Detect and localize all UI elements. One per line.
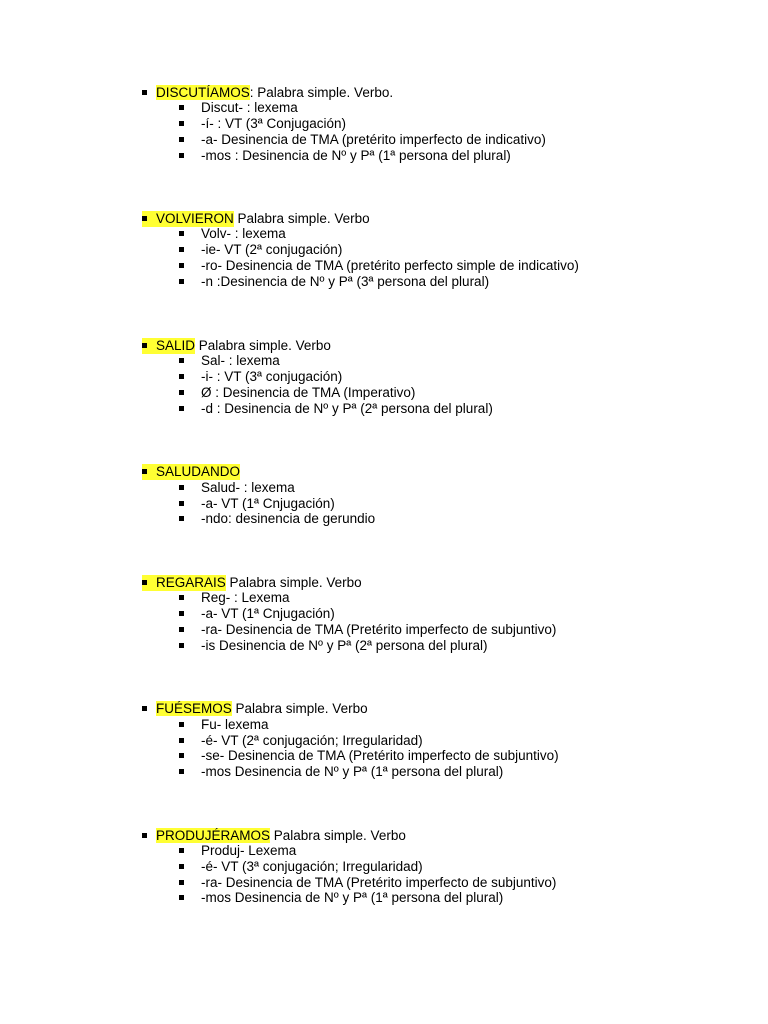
bullet-icon	[142, 469, 147, 474]
list-item-text: -ro- Desinencia de TMA (pretérito perfecto simple de indicativo)	[201, 258, 579, 273]
highlighted-word-wrap	[142, 575, 226, 591]
list-item	[179, 733, 423, 749]
list-item	[179, 606, 335, 622]
bullet-icon	[179, 595, 184, 600]
bullet-icon	[179, 374, 184, 379]
list-item	[179, 480, 295, 496]
bullet-icon	[179, 121, 184, 126]
list-item	[179, 369, 342, 385]
heading-description: Palabra simple. Verbo	[225, 575, 362, 590]
list-item-text: -é- VT (3ª conjugación; Irregularidad)	[201, 859, 423, 874]
list-item-text: Sal- : lexema	[201, 353, 280, 368]
list-item-text: -ra- Desinencia de TMA (Pretérito imperfecto de subjuntivo)	[201, 622, 557, 637]
list-item-text: -d : Desinencia de Nº y Pª (2ª persona del plural)	[201, 401, 493, 416]
bullet-icon	[179, 105, 184, 110]
list-item-text: -é- VT (2ª conjugación; Irregularidad)	[201, 733, 423, 748]
list-item	[179, 274, 489, 290]
bullet-icon	[179, 895, 184, 900]
entry-heading	[142, 211, 370, 227]
entry-heading	[142, 701, 368, 717]
bullet-icon	[179, 485, 184, 490]
list-item	[179, 859, 423, 875]
list-item-text: -a- VT (1ª Cnjugación)	[201, 606, 335, 621]
list-item	[179, 401, 493, 417]
list-item	[179, 590, 290, 606]
list-item	[179, 385, 415, 401]
bullet-icon	[179, 153, 184, 158]
list-item	[179, 511, 375, 527]
list-item-text: Fu- lexema	[201, 717, 269, 732]
list-item-text: Volv- : lexema	[201, 226, 286, 241]
entry-heading	[142, 464, 240, 480]
highlighted-word-wrap	[142, 464, 240, 480]
bullet-icon	[179, 247, 184, 252]
list-item	[179, 875, 556, 891]
list-item	[179, 890, 503, 906]
heading-description: Palabra simple. Verbo	[231, 701, 368, 716]
list-item	[179, 353, 280, 369]
heading-description: : Palabra simple. Verbo.	[249, 85, 394, 100]
bullet-icon	[142, 580, 147, 585]
list-item-text: Salud- : lexema	[201, 480, 295, 495]
highlighted-word-wrap	[142, 211, 234, 227]
bullet-icon	[179, 627, 184, 632]
list-item-text: -ie- VT (2ª conjugación)	[201, 242, 343, 257]
highlighted-word-wrap	[142, 338, 195, 354]
bullet-icon	[179, 848, 184, 853]
list-item	[179, 258, 579, 274]
list-item	[179, 622, 556, 638]
bullet-icon	[179, 501, 184, 506]
heading-description: Palabra simple. Verbo	[233, 211, 370, 226]
heading-description: Palabra simple. Verbo	[195, 338, 331, 353]
list-item-text: -i- : VT (3ª conjugación)	[201, 369, 343, 384]
highlighted-word: SALID	[156, 338, 196, 353]
list-item	[179, 748, 559, 764]
list-item-text: -í- : VT (3ª Conjugación)	[201, 116, 347, 131]
list-item-text: -a- Desinencia de TMA (pretérito imperfecto de indicativo)	[201, 132, 546, 147]
list-item-text: Ø : Desinencia de TMA (Imperativo)	[201, 385, 416, 400]
bullet-icon	[142, 833, 147, 838]
list-item-text: -mos Desinencia de Nº y Pª (1ª persona del plural)	[201, 764, 504, 779]
bullet-icon	[179, 358, 184, 363]
list-item-text: -mos : Desinencia de Nº y Pª (1ª persona del plural)	[201, 148, 511, 163]
bullet-icon	[142, 216, 147, 221]
list-item	[179, 717, 269, 733]
highlighted-word: DISCUTÍAMOS	[156, 85, 250, 100]
highlighted-word: SALUDANDO	[156, 464, 241, 479]
entry-heading	[142, 828, 406, 844]
list-item	[179, 116, 346, 132]
list-item-text: -is Desinencia de Nº y Pª (2ª persona del plural)	[201, 638, 488, 653]
list-item	[179, 496, 335, 512]
bullet-icon	[179, 231, 184, 236]
bullet-icon	[179, 279, 184, 284]
bullet-icon	[179, 880, 184, 885]
list-item-text: Discut- : lexema	[201, 100, 298, 115]
highlighted-word: REGARAIS	[156, 575, 226, 590]
list-item	[179, 242, 342, 258]
highlighted-word: VOLVIERON	[156, 211, 234, 226]
list-item-text: Produj- Lexema	[201, 843, 297, 858]
bullet-icon	[179, 769, 184, 774]
bullet-icon	[179, 390, 184, 395]
bullet-icon	[179, 753, 184, 758]
list-item	[179, 100, 298, 116]
heading-description: Palabra simple. Verbo	[270, 828, 406, 843]
bullet-icon	[179, 137, 184, 142]
bullet-icon	[179, 738, 184, 743]
list-item	[179, 638, 488, 654]
list-item	[179, 843, 296, 859]
list-item-text: -n :Desinencia de Nº y Pª (3ª persona del plural)	[201, 274, 490, 289]
list-item	[179, 226, 286, 242]
entry-heading	[142, 338, 331, 354]
list-item-text: Reg- : Lexema	[201, 590, 290, 605]
bullet-icon	[179, 864, 184, 869]
highlighted-word: FUÉSEMOS	[156, 701, 232, 716]
list-item	[179, 764, 503, 780]
list-item-text: -se- Desinencia de TMA (Pretérito imperfecto de subjuntivo)	[201, 748, 559, 763]
bullet-icon	[179, 263, 184, 268]
list-item	[179, 148, 511, 164]
bullet-icon	[142, 706, 147, 711]
bullet-icon	[179, 722, 184, 727]
bullet-icon	[179, 643, 184, 648]
bullet-icon	[142, 90, 147, 95]
entry-heading	[142, 575, 362, 591]
bullet-icon	[179, 406, 184, 411]
list-item-text: -ndo: desinencia de gerundio	[201, 511, 376, 526]
bullet-icon	[179, 516, 184, 521]
list-item-text: -a- VT (1ª Cnjugación)	[201, 496, 335, 511]
list-item-text: -ra- Desinencia de TMA (Pretérito imperfecto de subjuntivo)	[201, 875, 557, 890]
entry-heading	[142, 85, 393, 101]
bullet-icon	[142, 343, 147, 348]
list-item	[179, 132, 546, 148]
highlighted-word: PRODUJÉRAMOS	[156, 828, 271, 843]
bullet-icon	[179, 611, 184, 616]
list-item-text: -mos Desinencia de Nº y Pª (1ª persona del plural)	[201, 890, 504, 905]
